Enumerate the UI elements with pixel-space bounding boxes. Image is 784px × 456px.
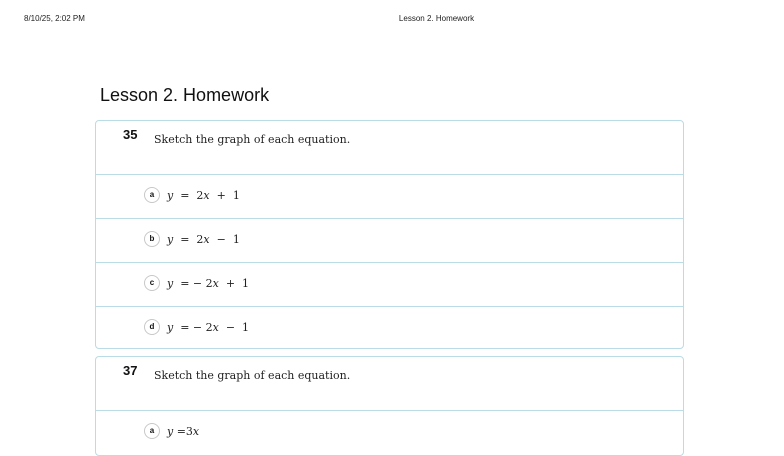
print-title: Lesson 2. Homework [398,14,475,23]
problem-prompt: Sketch the graph of each equation. [154,369,351,382]
part-equation-a: 𝑦 =3𝑥 [167,425,200,438]
part-row-d[interactable] [96,307,683,350]
problem-header [96,357,683,411]
part-equation-d: 𝑦 = − 2𝑥 − 1 [167,321,250,334]
part-badge-a[interactable]: a [144,187,160,203]
part-row-c[interactable] [96,263,683,307]
part-badge-c[interactable]: c [144,275,160,291]
problem-header [96,121,683,175]
part-badge-b[interactable]: b [144,231,160,247]
part-row-b[interactable] [96,219,683,263]
part-badge-d[interactable]: d [144,319,160,335]
problem-card-35 [95,120,684,349]
print-date: 8/10/25, 2:02 PM [24,14,85,23]
part-equation-b: 𝑦 = 2𝑥 − 1 [167,233,240,246]
problem-prompt: Sketch the graph of each equation. [154,133,351,146]
page-title: Lesson 2. Homework [100,85,270,105]
part-equation-a: 𝑦 = 2𝑥 + 1 [167,189,240,202]
problem-number: 37 [123,363,138,378]
problem-number: 35 [123,127,138,142]
print-header [0,14,784,26]
part-row-a[interactable] [96,175,683,219]
part-row-a[interactable] [96,411,683,454]
problem-card-37 [95,356,684,456]
part-badge-a[interactable]: a [144,423,160,439]
part-equation-c: 𝑦 = − 2𝑥 + 1 [167,277,250,290]
